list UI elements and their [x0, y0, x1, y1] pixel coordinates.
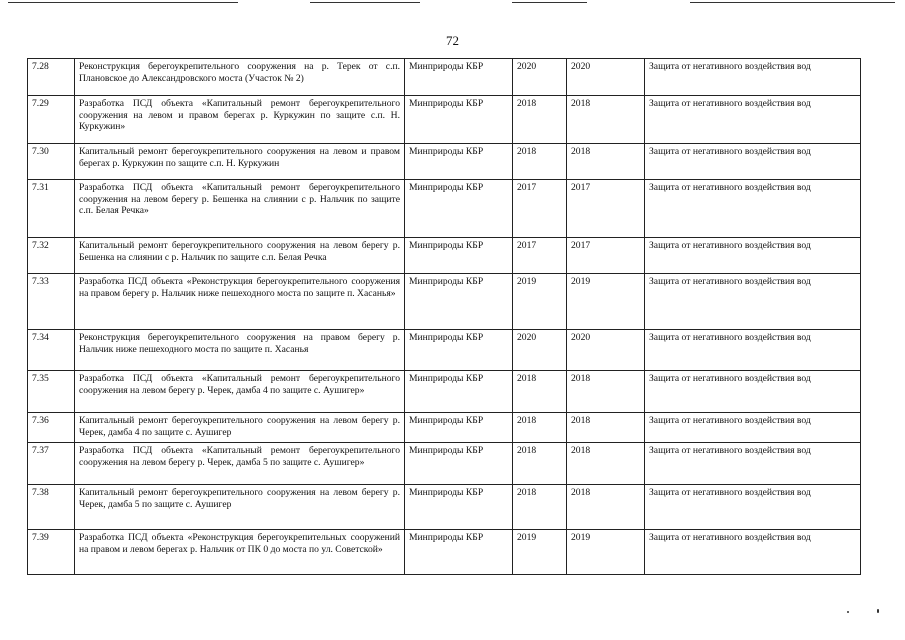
row-start-year: 2018 — [513, 443, 567, 485]
table-row — [28, 59, 861, 96]
row-number: 7.31 — [28, 180, 75, 238]
table-row — [28, 96, 861, 144]
row-number: 7.33 — [28, 274, 75, 330]
row-purpose: Защита от негативного воздействия вод — [645, 238, 861, 274]
row-purpose: Защита от негативного воздействия вод — [645, 96, 861, 144]
measures-table — [27, 58, 861, 575]
row-number: 7.38 — [28, 485, 75, 530]
row-end-year: 2017 — [567, 238, 645, 274]
row-start-year: 2019 — [513, 274, 567, 330]
row-start-year: 2020 — [513, 330, 567, 371]
row-purpose: Защита от негативного воздействия вод — [645, 59, 861, 96]
row-start-year: 2017 — [513, 180, 567, 238]
row-description: Разработка ПСД объекта «Капитальный ремонт берегоукрепительного сооружения на левом и правом берегах р. Куркужин по защите с.п. Н. Куркужин» — [75, 96, 405, 144]
table-row — [28, 238, 861, 274]
row-number: 7.36 — [28, 413, 75, 443]
row-organization: Минприроды КБР — [405, 371, 513, 413]
row-end-year: 2018 — [567, 96, 645, 144]
row-start-year: 2018 — [513, 96, 567, 144]
row-organization: Минприроды КБР — [405, 238, 513, 274]
row-end-year: 2017 — [567, 180, 645, 238]
row-description: Разработка ПСД объекта «Реконструкция берегоукрепительного сооружения на правом берегу р. Нальчик ниже пешеходного моста по защите п. Хасанья» — [75, 274, 405, 330]
row-organization: Минприроды КБР — [405, 96, 513, 144]
row-start-year: 2018 — [513, 485, 567, 530]
row-end-year: 2018 — [567, 144, 645, 180]
row-number: 7.37 — [28, 443, 75, 485]
top-rule-2 — [310, 2, 420, 3]
table-row — [28, 274, 861, 330]
row-start-year: 2018 — [513, 413, 567, 443]
page-number: 72 — [446, 33, 459, 48]
row-purpose: Защита от негативного воздействия вод — [645, 443, 861, 485]
row-end-year: 2018 — [567, 371, 645, 413]
row-end-year: 2020 — [567, 330, 645, 371]
row-organization: Минприроды КБР — [405, 413, 513, 443]
row-purpose: Защита от негативного воздействия вод — [645, 274, 861, 330]
row-number: 7.28 — [28, 59, 75, 96]
row-description: Капитальный ремонт берегоукрепительного сооружения на левом берегу р. Черек, дамба 4 по защите с. Аушигер — [75, 413, 405, 443]
row-number: 7.39 — [28, 530, 75, 575]
row-description: Разработка ПСД объекта «Капитальный ремонт берегоукрепительного сооружения на левом берегу р. Черек, дамба 4 по защите с. Аушигер» — [75, 371, 405, 413]
row-description: Капитальный ремонт берегоукрепительного сооружения на левом и правом берегах р. Куркужин по защите с.п. Н. Куркужин — [75, 144, 405, 180]
row-organization: Минприроды КБР — [405, 330, 513, 371]
row-number: 7.34 — [28, 330, 75, 371]
scan-speckle — [847, 611, 849, 613]
row-organization: Минприроды КБР — [405, 180, 513, 238]
row-purpose: Защита от негативного воздействия вод — [645, 485, 861, 530]
row-number: 7.35 — [28, 371, 75, 413]
top-rule-3 — [512, 2, 587, 3]
row-purpose: Защита от негативного воздействия вод — [645, 180, 861, 238]
row-organization: Минприроды КБР — [405, 485, 513, 530]
row-number: 7.29 — [28, 96, 75, 144]
row-organization: Минприроды КБР — [405, 530, 513, 575]
row-organization: Минприроды КБР — [405, 59, 513, 96]
top-rule-4 — [690, 2, 895, 3]
table-row — [28, 371, 861, 413]
row-end-year: 2018 — [567, 413, 645, 443]
row-start-year: 2017 — [513, 238, 567, 274]
row-end-year: 2019 — [567, 530, 645, 575]
row-description: Разработка ПСД объекта «Капитальный ремонт берегоукрепительного сооружения на левом берегу р. Бешенка на слиянии с р. Нальчик по защите с.п. Белая Речка» — [75, 180, 405, 238]
row-end-year: 2020 — [567, 59, 645, 96]
table-row — [28, 144, 861, 180]
row-end-year: 2019 — [567, 274, 645, 330]
row-description: Реконструкция берегоукрепительного сооружения на правом берегу р. Нальчик ниже пешеходного моста по защите п. Хасанья — [75, 330, 405, 371]
row-description: Разработка ПСД объекта «Реконструкция берегоукрепительных сооружений на правом и левом берегах р. Нальчик от ПК 0 до моста по ул. Советской» — [75, 530, 405, 575]
row-end-year: 2018 — [567, 443, 645, 485]
row-purpose: Защита от негативного воздействия вод — [645, 530, 861, 575]
table-row — [28, 485, 861, 530]
row-description: Капитальный ремонт берегоукрепительного сооружения на левом берегу р. Бешенка на слиянии с р. Нальчик по защите с.п. Белая Речка — [75, 238, 405, 274]
table-row — [28, 530, 861, 575]
row-start-year: 2020 — [513, 59, 567, 96]
row-description: Реконструкция берегоукрепительного сооружения на р. Терек от с.п. Плановское до Александровского моста (Участок № 2) — [75, 59, 405, 96]
row-purpose: Защита от негативного воздействия вод — [645, 371, 861, 413]
row-end-year: 2018 — [567, 485, 645, 530]
top-rule-1 — [8, 2, 238, 3]
row-description: Капитальный ремонт берегоукрепительного сооружения на левом берегу р. Черек, дамба 5 по защите с. Аушигер — [75, 485, 405, 530]
table-row — [28, 180, 861, 238]
row-organization: Минприроды КБР — [405, 144, 513, 180]
table-row — [28, 443, 861, 485]
row-organization: Минприроды КБР — [405, 274, 513, 330]
row-start-year: 2018 — [513, 371, 567, 413]
row-purpose: Защита от негативного воздействия вод — [645, 330, 861, 371]
table-row — [28, 330, 861, 371]
row-organization: Минприроды КБР — [405, 443, 513, 485]
row-start-year: 2018 — [513, 144, 567, 180]
row-number: 7.30 — [28, 144, 75, 180]
row-description: Разработка ПСД объекта «Капитальный ремонт берегоукрепительного сооружения на левом берегу р. Черек, дамба 5 по защите с. Аушигер» — [75, 443, 405, 485]
row-start-year: 2019 — [513, 530, 567, 575]
table-row — [28, 413, 861, 443]
row-purpose: Защита от негативного воздействия вод — [645, 413, 861, 443]
row-purpose: Защита от негативного воздействия вод — [645, 144, 861, 180]
row-number: 7.32 — [28, 238, 75, 274]
scan-speckle — [877, 609, 879, 613]
